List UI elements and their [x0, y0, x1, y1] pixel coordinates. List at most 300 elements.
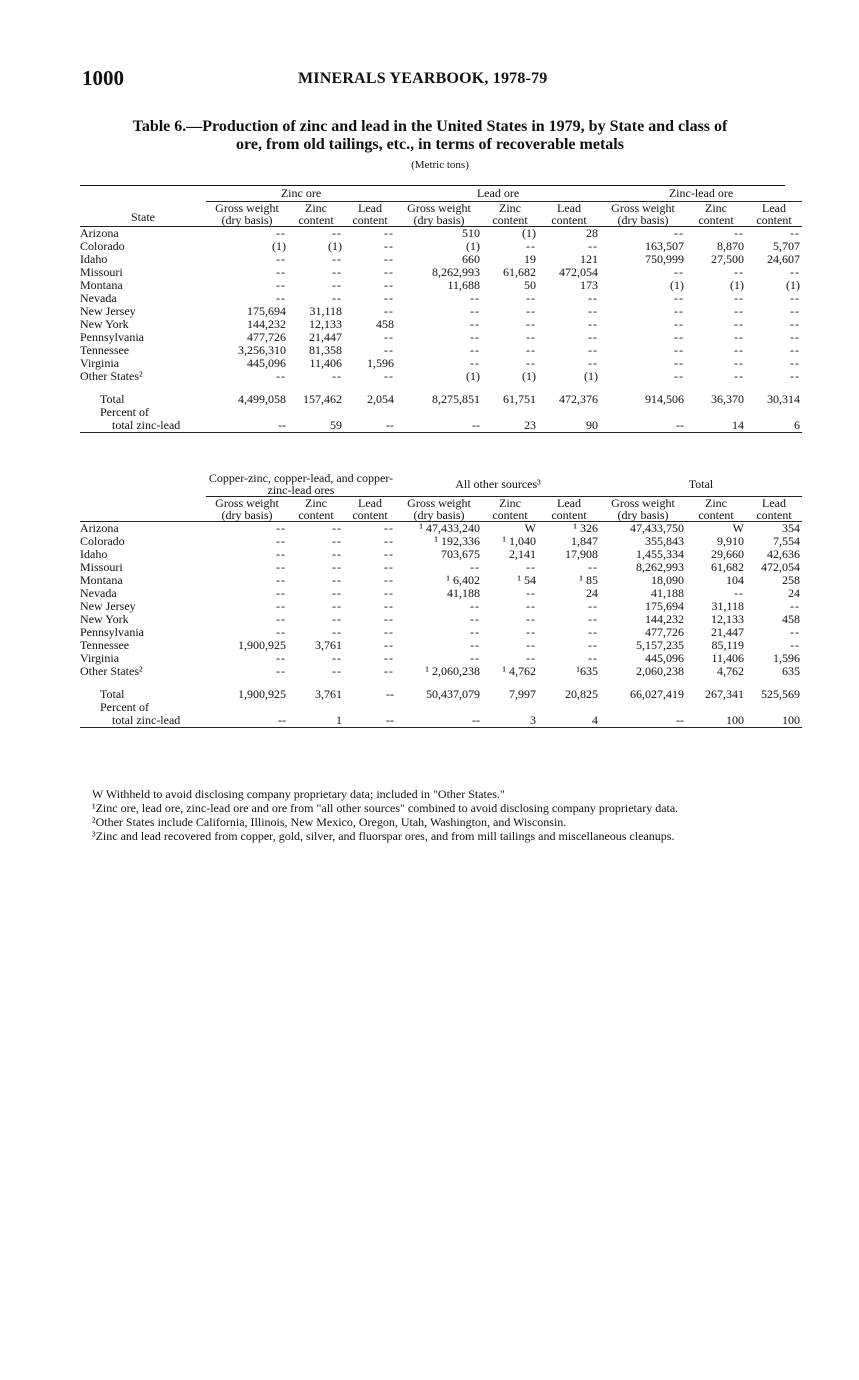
data-cell: -- — [276, 612, 286, 626]
data-cell: -- — [470, 343, 480, 357]
data-cell: -- — [384, 343, 394, 357]
state-label: New York — [80, 612, 129, 626]
data-cell: -- — [526, 599, 536, 613]
data-cell: -- — [384, 278, 394, 292]
data-cell: -- — [734, 304, 744, 318]
state-label: Virginia — [80, 651, 120, 665]
data-cell: ¹ 2,060,238 — [425, 664, 480, 678]
data-cell: ¹ 54 — [517, 573, 536, 587]
table-row — [80, 548, 802, 561]
column-header-gross: Gross weight (dry basis) — [407, 201, 471, 227]
column-header-gross: Gross weight (dry basis) — [611, 496, 675, 522]
data-cell: 8,262,993 — [432, 265, 480, 279]
data-cell: -- — [790, 317, 800, 331]
data-cell: 258 — [782, 573, 800, 587]
data-cell: 9,910 — [717, 534, 744, 548]
data-cell: -- — [674, 317, 684, 331]
column-header-zinc: Zinc content — [698, 201, 734, 227]
page-number: 1000 — [82, 66, 124, 90]
data-cell: -- — [790, 599, 800, 613]
total-cell: 3,761 — [315, 687, 342, 701]
data-cell: (1) — [730, 278, 744, 292]
state-label: Colorado — [80, 534, 125, 548]
data-cell: 472,054 — [761, 560, 800, 574]
data-cell: 19 — [524, 252, 536, 266]
data-cell: (1) — [786, 278, 800, 292]
data-cell: -- — [384, 573, 394, 587]
data-cell: -- — [332, 573, 342, 587]
data-cell: -- — [734, 291, 744, 305]
column-header-gross: Gross weight (dry basis) — [611, 201, 675, 227]
data-cell: -- — [384, 612, 394, 626]
data-cell: 4,762 — [717, 664, 744, 678]
data-cell: W — [732, 521, 744, 535]
total-cell: 914,506 — [645, 392, 684, 406]
table-part-2 — [80, 472, 802, 728]
data-cell: 11,688 — [447, 278, 480, 292]
percent-cell: 4 — [592, 713, 598, 727]
data-cell: 31,118 — [309, 304, 342, 318]
data-cell: -- — [526, 625, 536, 639]
data-cell: 7,554 — [773, 534, 800, 548]
data-cell: -- — [276, 599, 286, 613]
state-label: Arizona — [80, 521, 119, 535]
data-cell: -- — [526, 651, 536, 665]
data-cell: 12,133 — [309, 317, 342, 331]
data-cell: -- — [332, 369, 342, 383]
data-cell: (1) — [522, 226, 536, 240]
data-cell: 144,232 — [645, 612, 684, 626]
data-cell: -- — [734, 356, 744, 370]
data-cell: -- — [526, 560, 536, 574]
data-cell: 445,096 — [247, 356, 286, 370]
data-cell: 29,660 — [711, 547, 744, 561]
state-label: Other States² — [80, 369, 143, 383]
data-cell: 8,870 — [717, 239, 744, 253]
data-cell: -- — [332, 226, 342, 240]
table-row — [80, 305, 802, 318]
data-cell: -- — [790, 343, 800, 357]
data-cell: -- — [526, 638, 536, 652]
data-cell: 1,596 — [773, 651, 800, 665]
data-cell: (1) — [584, 369, 598, 383]
total-cell: 30,314 — [767, 392, 800, 406]
data-cell: 175,694 — [645, 599, 684, 613]
data-cell: -- — [384, 547, 394, 561]
data-cell: 3,761 — [315, 638, 342, 652]
total-label: Total — [100, 392, 125, 406]
data-cell: 5,707 — [773, 239, 800, 253]
table-row — [80, 370, 802, 383]
percent-cell: 1 — [336, 713, 342, 727]
data-cell: -- — [734, 343, 744, 357]
data-cell: 61,682 — [503, 265, 536, 279]
data-cell: 28 — [586, 226, 598, 240]
group-header-all-other-sources: All other sources³ — [396, 472, 600, 497]
data-cell: 2,141 — [509, 547, 536, 561]
data-cell: -- — [384, 330, 394, 344]
data-cell: -- — [734, 586, 744, 600]
percent-cell: -- — [676, 713, 684, 727]
state-label: Virginia — [80, 356, 120, 370]
data-cell: -- — [790, 304, 800, 318]
data-cell: -- — [588, 330, 598, 344]
group-header-total: Total — [600, 472, 802, 497]
data-cell: -- — [588, 625, 598, 639]
percent-cell: 3 — [530, 713, 536, 727]
column-header-gross: Gross weight (dry basis) — [215, 201, 279, 227]
data-cell: 354 — [782, 521, 800, 535]
data-cell: -- — [332, 599, 342, 613]
data-cell: -- — [276, 651, 286, 665]
data-cell: ¹ 85 — [579, 573, 598, 587]
total-cell: 50,437,079 — [426, 687, 480, 701]
data-cell: ¹ 1,040 — [502, 534, 536, 548]
data-cell: 8,262,993 — [636, 560, 684, 574]
data-cell: (1) — [328, 239, 342, 253]
data-cell: 458 — [376, 317, 394, 331]
table-row — [80, 561, 802, 574]
data-cell: 1,596 — [367, 356, 394, 370]
column-header-lead: Lead content — [352, 201, 388, 227]
data-cell: 635 — [782, 664, 800, 678]
data-cell: -- — [588, 599, 598, 613]
state-label: Montana — [80, 573, 123, 587]
footnote-w: W Withheld to avoid disclosing company proprietary data; included in "Other States." — [92, 787, 505, 801]
data-cell: -- — [526, 356, 536, 370]
state-label: Arizona — [80, 226, 119, 240]
data-cell: 11,406 — [309, 356, 342, 370]
data-cell: ¹ 4,762 — [502, 664, 536, 678]
data-cell: -- — [384, 638, 394, 652]
footnote-3: ³Zinc and lead recovered from copper, gold, silver, and fluorspar ores, and from mill tailings and miscellaneous cleanups. — [92, 829, 675, 843]
data-cell: 750,999 — [645, 252, 684, 266]
state-label: Idaho — [80, 547, 108, 561]
data-cell: -- — [526, 343, 536, 357]
data-cell: -- — [276, 226, 286, 240]
state-label: Idaho — [80, 252, 108, 266]
table-row — [80, 318, 802, 331]
data-cell: -- — [526, 330, 536, 344]
data-cell: -- — [332, 534, 342, 548]
data-cell: -- — [276, 573, 286, 587]
data-cell: -- — [470, 612, 480, 626]
data-cell: -- — [526, 317, 536, 331]
data-cell: -- — [470, 625, 480, 639]
data-cell: 42,636 — [767, 547, 800, 561]
data-cell: -- — [384, 226, 394, 240]
state-label: Missouri — [80, 560, 123, 574]
data-cell: 477,726 — [645, 625, 684, 639]
data-cell: -- — [790, 356, 800, 370]
data-cell: 47,433,750 — [630, 521, 684, 535]
data-cell: -- — [332, 265, 342, 279]
data-cell: 17,908 — [565, 547, 598, 561]
table-row — [80, 587, 802, 600]
percent-cell: 23 — [524, 418, 536, 432]
data-cell: -- — [526, 586, 536, 600]
data-cell: -- — [470, 317, 480, 331]
data-cell: -- — [470, 651, 480, 665]
data-cell: -- — [332, 560, 342, 574]
data-cell: -- — [674, 356, 684, 370]
total-cell: 20,825 — [565, 687, 598, 701]
data-cell: -- — [790, 369, 800, 383]
table-row — [80, 344, 802, 357]
state-label: Pennsylvania — [80, 625, 144, 639]
total-cell: -- — [386, 687, 394, 701]
total-cell: 267,341 — [705, 687, 744, 701]
data-cell: 458 — [782, 612, 800, 626]
data-cell: -- — [470, 356, 480, 370]
data-cell: -- — [588, 560, 598, 574]
data-cell: 510 — [462, 226, 480, 240]
data-cell: -- — [790, 638, 800, 652]
data-cell: 27,500 — [711, 252, 744, 266]
total-cell: 157,462 — [303, 392, 342, 406]
percent-cell: 14 — [732, 418, 744, 432]
data-cell: -- — [588, 239, 598, 253]
data-cell: 104 — [726, 573, 744, 587]
data-cell: -- — [674, 265, 684, 279]
data-cell: -- — [384, 534, 394, 548]
data-cell: ¹ 326 — [573, 521, 598, 535]
data-cell: 173 — [580, 278, 598, 292]
state-label: Colorado — [80, 239, 125, 253]
total-cell: 2,054 — [367, 392, 394, 406]
data-cell: -- — [526, 239, 536, 253]
total-label: Total — [100, 687, 125, 701]
state-label: Tennessee — [80, 638, 130, 652]
data-cell: -- — [470, 330, 480, 344]
data-cell: -- — [384, 625, 394, 639]
data-cell: -- — [332, 291, 342, 305]
footnote-1: ¹Zinc ore, lead ore, zinc-lead ore and ore from "all other sources" combined to avoid disclosing company proprietary data. — [92, 801, 679, 815]
data-cell: 703,675 — [441, 547, 480, 561]
data-cell: -- — [384, 369, 394, 383]
column-header-zinc: Zinc content — [492, 201, 528, 227]
data-cell: 50 — [524, 278, 536, 292]
column-header-zinc: Zinc content — [698, 496, 734, 522]
data-cell: 41,188 — [447, 586, 480, 600]
table-row — [80, 600, 802, 613]
data-cell: -- — [332, 586, 342, 600]
data-cell: ¹635 — [576, 664, 598, 678]
group-header-zinc-lead-ore: Zinc-lead ore — [600, 186, 802, 202]
data-cell: 18,090 — [651, 573, 684, 587]
data-cell: -- — [276, 521, 286, 535]
data-cell: -- — [674, 343, 684, 357]
table-row — [80, 331, 802, 344]
percent-label: Percent of — [100, 405, 149, 419]
table-title: Table 6.—Production of zinc and lead in the United States in 1979, by State and class of ore, from old tailings, etc., in terms of recoverable metals — [132, 118, 728, 153]
state-label: New Jersey — [80, 304, 136, 318]
total-cell: 66,027,419 — [630, 687, 684, 701]
data-cell: 24 — [788, 586, 800, 600]
total-row — [80, 688, 802, 701]
data-cell: -- — [588, 651, 598, 665]
data-cell: 163,507 — [645, 239, 684, 253]
column-header-lead: Lead content — [551, 496, 587, 522]
column-header-zinc: Zinc content — [298, 496, 334, 522]
total-row — [80, 393, 802, 406]
group-header-zinc-ore: Zinc ore — [206, 186, 396, 202]
data-cell: -- — [276, 586, 286, 600]
data-cell: -- — [276, 252, 286, 266]
data-cell: -- — [276, 369, 286, 383]
data-cell: -- — [588, 356, 598, 370]
data-cell: 12,133 — [711, 612, 744, 626]
column-header-lead: Lead content — [352, 496, 388, 522]
data-cell: 355,843 — [645, 534, 684, 548]
data-cell: 144,232 — [247, 317, 286, 331]
percent-row — [80, 419, 802, 432]
data-cell: -- — [384, 651, 394, 665]
data-cell: 85,119 — [711, 638, 744, 652]
total-cell: 472,376 — [559, 392, 598, 406]
table-row — [80, 626, 802, 639]
percent-cell: -- — [278, 713, 286, 727]
data-cell: -- — [734, 317, 744, 331]
data-cell: -- — [790, 330, 800, 344]
data-cell: -- — [674, 330, 684, 344]
data-cell: (1) — [522, 369, 536, 383]
data-cell: -- — [332, 547, 342, 561]
data-cell: 1,455,334 — [636, 547, 684, 561]
data-cell: 5,157,235 — [636, 638, 684, 652]
data-cell: -- — [674, 226, 684, 240]
table-row — [80, 522, 802, 536]
table-row — [80, 574, 802, 587]
data-cell: -- — [588, 638, 598, 652]
percent-cell: 100 — [782, 713, 800, 727]
table-row — [80, 665, 802, 678]
data-cell: -- — [384, 560, 394, 574]
data-cell: -- — [332, 278, 342, 292]
data-cell: -- — [276, 664, 286, 678]
data-cell: -- — [384, 265, 394, 279]
data-cell: -- — [588, 343, 598, 357]
data-cell: -- — [276, 547, 286, 561]
data-cell: -- — [470, 638, 480, 652]
data-cell: -- — [384, 252, 394, 266]
total-cell: 8,275,851 — [432, 392, 480, 406]
percent-cell: -- — [386, 713, 394, 727]
percent-label: Percent of — [100, 700, 149, 714]
data-cell: 2,060,238 — [636, 664, 684, 678]
column-header-lead: Lead content — [756, 496, 792, 522]
data-cell: -- — [384, 291, 394, 305]
column-header-lead: Lead content — [551, 201, 587, 227]
column-header-gross: Gross weight (dry basis) — [215, 496, 279, 522]
state-label: Tennessee — [80, 343, 130, 357]
data-cell: 175,694 — [247, 304, 286, 318]
data-cell: 477,726 — [247, 330, 286, 344]
percent-cell: -- — [676, 418, 684, 432]
table-row — [80, 266, 802, 279]
table-row — [80, 613, 802, 626]
state-label: Other States² — [80, 664, 143, 678]
data-cell: 41,188 — [651, 586, 684, 600]
state-label: Nevada — [80, 291, 117, 305]
footnotes — [80, 788, 786, 844]
data-cell: 121 — [580, 252, 598, 266]
percent-cell: 100 — [726, 713, 744, 727]
data-cell: 81,358 — [309, 343, 342, 357]
total-cell: 1,900,925 — [238, 687, 286, 701]
data-cell: 660 — [462, 252, 480, 266]
data-cell: -- — [470, 304, 480, 318]
data-cell: 1,900,925 — [238, 638, 286, 652]
data-cell: -- — [734, 330, 744, 344]
data-cell: -- — [332, 252, 342, 266]
data-cell: -- — [384, 599, 394, 613]
data-cell: -- — [276, 278, 286, 292]
data-cell: -- — [734, 226, 744, 240]
percent-cell: -- — [472, 713, 480, 727]
footnote-2: ²Other States include California, Illinois, New Mexico, Oregon, Utah, Washington, and Wisconsin. — [92, 815, 567, 829]
state-label: New Jersey — [80, 599, 136, 613]
data-cell: -- — [332, 625, 342, 639]
data-cell: 31,118 — [711, 599, 744, 613]
table-row — [80, 279, 802, 292]
data-cell: 61,682 — [711, 560, 744, 574]
data-cell: (1) — [466, 239, 480, 253]
percent-row — [80, 714, 802, 727]
data-cell: -- — [276, 625, 286, 639]
data-cell: -- — [526, 304, 536, 318]
data-cell: -- — [276, 560, 286, 574]
group-header-copper-ores: Copper-zinc, copper-lead, and copper-zinc-lead ores — [206, 472, 396, 497]
percent-cell: -- — [278, 418, 286, 432]
column-header-gross: Gross weight (dry basis) — [407, 496, 471, 522]
data-cell: -- — [734, 265, 744, 279]
table-unit: (Metric tons) — [411, 159, 469, 171]
percent-cell: -- — [472, 418, 480, 432]
total-cell: 7,997 — [509, 687, 536, 701]
data-cell: -- — [674, 304, 684, 318]
data-cell: -- — [332, 651, 342, 665]
data-cell: (1) — [272, 239, 286, 253]
data-cell: 21,447 — [711, 625, 744, 639]
percent-cell: 59 — [330, 418, 342, 432]
data-cell: 21,447 — [309, 330, 342, 344]
total-cell: 4,499,058 — [238, 392, 286, 406]
data-cell: 1,847 — [571, 534, 598, 548]
data-cell: 3,256,310 — [238, 343, 286, 357]
column-header-zinc: Zinc content — [298, 201, 334, 227]
data-cell: -- — [790, 226, 800, 240]
data-cell: -- — [384, 239, 394, 253]
data-cell: -- — [470, 560, 480, 574]
data-cell: 24,607 — [767, 252, 800, 266]
column-header-lead: Lead content — [756, 201, 792, 227]
percent-cell: -- — [386, 418, 394, 432]
table-row — [80, 227, 802, 241]
column-header-zinc: Zinc content — [492, 496, 528, 522]
data-cell: (1) — [670, 278, 684, 292]
data-cell: -- — [526, 291, 536, 305]
group-header-lead-ore: Lead ore — [396, 186, 600, 202]
data-cell: -- — [470, 291, 480, 305]
total-cell: 61,751 — [503, 392, 536, 406]
data-cell: -- — [332, 612, 342, 626]
state-label: Nevada — [80, 586, 117, 600]
table-row — [80, 639, 802, 652]
data-cell: -- — [332, 664, 342, 678]
data-cell: (1) — [466, 369, 480, 383]
data-cell: 472,054 — [559, 265, 598, 279]
